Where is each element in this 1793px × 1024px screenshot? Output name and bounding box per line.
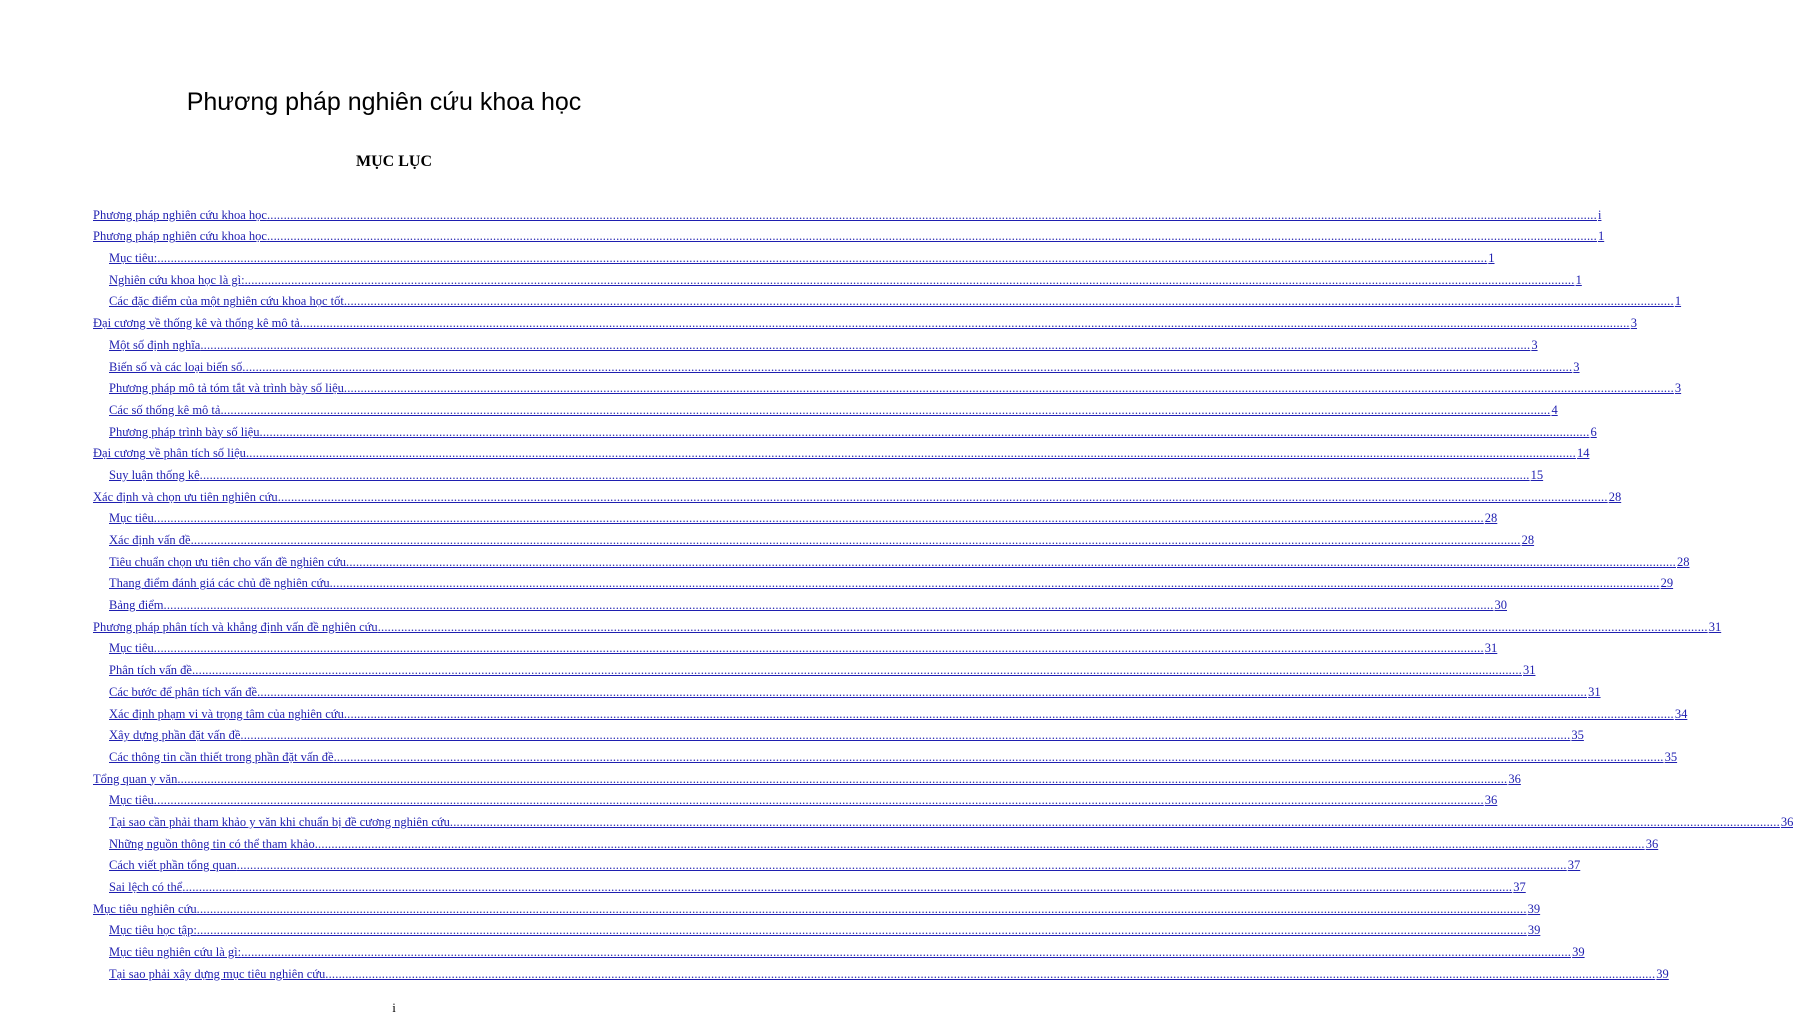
toc-entry-title: Xác định phạm vi và trọng tâm của nghiên cứu xyxy=(109,706,344,721)
toc-entry-title: Phương pháp mô tả tóm tắt và trình bày số liệu xyxy=(109,381,344,396)
toc-entry-page-number: 15 xyxy=(1530,467,1544,482)
toc-entry-section[interactable] xyxy=(93,657,1536,679)
toc-entry-page-number: 35 xyxy=(1664,749,1678,764)
toc-entry-title: Cách viết phần tổng quan xyxy=(109,858,237,873)
toc-entry-title: Phương pháp nghiên cứu khoa học xyxy=(93,229,267,244)
toc-entry-page-number: 28 xyxy=(1484,511,1498,526)
dot-leader: ................................................................................................................................................................................................................................................................................................................................................................................................................ xyxy=(277,489,1608,504)
toc-entry-page-number: 35 xyxy=(1571,728,1584,743)
toc-entry-title: Đại cương về phân tích số liệu xyxy=(93,446,246,461)
toc-entry-title: Mục tiêu xyxy=(109,511,154,526)
toc-entry-section[interactable] xyxy=(93,376,1682,398)
toc-entry-title: Mục tiêu nghiên cứu xyxy=(93,901,197,916)
toc-entry-section[interactable] xyxy=(93,354,1580,376)
dot-leader: ................................................................................................................................................................................................................................................................................................................................................................................................................ xyxy=(177,771,1508,786)
toc-entry-section[interactable] xyxy=(93,332,1538,354)
dot-leader: ................................................................................................................................................................................................................................................................................................................................................................................................................ xyxy=(190,533,1521,547)
toc-entry-page-number: 31 xyxy=(1484,641,1498,656)
toc-entry-page-number: 1 xyxy=(1674,294,1682,309)
toc-entry-page-number: 1 xyxy=(1575,272,1582,287)
dot-leader: ................................................................................................................................................................................................................................................................................................................................................................................................................ xyxy=(244,272,1575,287)
toc-entry-title: Tại sao cần phải tham khảo y văn khi chuẩn bị đề cương nghiên cứu xyxy=(109,814,450,829)
toc-entry-page-number: 28 xyxy=(1521,533,1535,547)
toc-entry-title: Xác định và chọn ưu tiên nghiên cứu xyxy=(93,489,278,504)
dot-leader: ................................................................................................................................................................................................................................................................................................................................................................................................................ xyxy=(259,424,1590,439)
toc-entry-title: Biến số và các loại biến số xyxy=(109,359,243,374)
toc-heading: MỤC LỤC xyxy=(356,153,432,170)
toc-entry-page-number: i xyxy=(1597,207,1602,222)
toc-entry-page-number: 28 xyxy=(1608,489,1622,504)
toc-entry-title: Các bước để phân tích vấn đề xyxy=(109,684,258,699)
toc-entry-title: Các thông tin cần thiết trong phần đặt vấn đề xyxy=(109,749,334,764)
table-of-contents xyxy=(93,202,1793,983)
toc-entry-title: Một số định nghĩa xyxy=(109,337,201,352)
toc-entry-section[interactable] xyxy=(93,571,1674,593)
toc-entry-title: Xác định vấn đề xyxy=(109,533,191,547)
document-title: Phương pháp nghiên cứu khoa học xyxy=(186,88,582,116)
toc-entry-title: Phương pháp phân tích và khẳng định vấn đề nghiên cứu xyxy=(93,619,378,634)
toc-entry-title: Sai lệch có thể xyxy=(109,880,183,894)
toc-entry-page-number: 30 xyxy=(1494,598,1508,613)
toc-entry-section[interactable] xyxy=(93,809,1793,831)
toc-entry-title: Tiêu chuẩn chọn ưu tiên cho vấn đề nghiên cứu xyxy=(109,554,346,569)
dot-leader: ................................................................................................................................................................................................................................................................................................................................................................................................................ xyxy=(153,511,1484,526)
toc-entry-page-number: 1 xyxy=(1488,251,1495,266)
dot-leader: ................................................................................................................................................................................................................................................................................................................................................................................................................ xyxy=(153,793,1484,808)
toc-entry-page-number: 31 xyxy=(1588,684,1601,699)
toc-entry-section[interactable] xyxy=(93,527,1535,549)
toc-entry-section[interactable] xyxy=(93,636,1498,658)
toc-entry-section[interactable] xyxy=(93,939,1585,961)
dot-leader: ................................................................................................................................................................................................................................................................................................................................................................................................................ xyxy=(343,381,1674,396)
toc-entry-title: Phương pháp nghiên cứu khoa học xyxy=(93,207,267,222)
toc-entry-title: Mục tiêu xyxy=(109,641,154,656)
toc-entry-title: Tổng quan y văn xyxy=(93,771,178,786)
toc-entry-title: Những nguồn thông tin có thể tham khảo xyxy=(109,836,315,851)
toc-entry-title: Mục tiêu xyxy=(109,793,154,808)
dot-leader: ................................................................................................................................................................................................................................................................................................................................................................................................................ xyxy=(153,641,1484,656)
toc-entry-section[interactable] xyxy=(93,961,1669,983)
dot-leader: ................................................................................................................................................................................................................................................................................................................................................................................................................ xyxy=(325,966,1656,981)
dot-leader: ................................................................................................................................................................................................................................................................................................................................................................................................................ xyxy=(299,316,1630,331)
toc-entry-section[interactable] xyxy=(93,701,1688,723)
toc-entry-page-number: 36 xyxy=(1484,793,1498,808)
dot-leader: ................................................................................................................................................................................................................................................................................................................................................................................................................ xyxy=(333,749,1664,764)
toc-entry-section[interactable] xyxy=(93,679,1601,701)
toc-entry-page-number: 3 xyxy=(1630,316,1637,331)
toc-entry-page-number: 34 xyxy=(1674,706,1688,721)
toc-entry-section[interactable] xyxy=(93,267,1582,289)
page-number-footer: i xyxy=(392,1000,396,1015)
toc-entry-page-number: 39 xyxy=(1527,923,1541,938)
toc-entry-section[interactable] xyxy=(93,419,1597,441)
toc-entry-page-number: 39 xyxy=(1572,945,1585,960)
dot-leader: ................................................................................................................................................................................................................................................................................................................................................................................................................ xyxy=(314,836,1645,851)
toc-entry-page-number: 31 xyxy=(1708,619,1722,634)
dot-leader: ................................................................................................................................................................................................................................................................................................................................................................................................................ xyxy=(163,598,1494,613)
toc-entry-page-number: 36 xyxy=(1645,836,1659,851)
dot-leader: ................................................................................................................................................................................................................................................................................................................................................................................................................ xyxy=(196,901,1527,916)
dot-leader: ................................................................................................................................................................................................................................................................................................................................................................................................................ xyxy=(157,251,1488,266)
dot-leader: ................................................................................................................................................................................................................................................................................................................................................................................................................ xyxy=(241,945,1572,960)
toc-entry-page-number: 31 xyxy=(1522,663,1536,678)
toc-entry-section[interactable] xyxy=(93,788,1498,810)
toc-entry-title: Các đặc điểm của một nghiên cứu khoa học tốt xyxy=(109,294,344,309)
toc-entry-chapter[interactable] xyxy=(93,202,1602,224)
dot-leader: ................................................................................................................................................................................................................................................................................................................................................................................................................ xyxy=(329,576,1660,591)
toc-entry-page-number: 28 xyxy=(1677,554,1690,569)
dot-leader: ................................................................................................................................................................................................................................................................................................................................................................................................................ xyxy=(242,359,1573,374)
toc-entry-section[interactable] xyxy=(93,592,1508,614)
dot-leader: ................................................................................................................................................................................................................................................................................................................................................................................................................ xyxy=(266,229,1597,244)
toc-entry-page-number: 1 xyxy=(1597,229,1605,244)
dot-leader: ................................................................................................................................................................................................................................................................................................................................................................................................................ xyxy=(245,446,1576,461)
toc-entry-chapter[interactable] xyxy=(93,766,1521,788)
toc-entry-page-number: 37 xyxy=(1567,858,1581,873)
toc-entry-chapter[interactable] xyxy=(93,896,1541,918)
toc-entry-chapter[interactable] xyxy=(93,310,1637,332)
dot-leader: ................................................................................................................................................................................................................................................................................................................................................................................................................ xyxy=(343,706,1674,721)
toc-entry-page-number: 3 xyxy=(1573,359,1580,374)
toc-entry-page-number: 3 xyxy=(1531,337,1538,352)
toc-entry-section[interactable] xyxy=(93,744,1678,766)
toc-entry-title: Suy luận thống kê xyxy=(109,467,200,482)
dot-leader: ................................................................................................................................................................................................................................................................................................................................................................................................................ xyxy=(449,814,1780,829)
dot-leader: ................................................................................................................................................................................................................................................................................................................................................................................................................ xyxy=(236,858,1567,873)
toc-entry-title: Mục tiêu: xyxy=(109,251,158,266)
toc-entry-chapter[interactable] xyxy=(93,224,1605,246)
toc-entry-section[interactable] xyxy=(93,245,1495,267)
toc-entry-title: Xây dựng phần đặt vấn đề xyxy=(109,728,241,743)
toc-entry-section[interactable] xyxy=(93,289,1682,311)
toc-entry-page-number: 6 xyxy=(1590,424,1597,439)
toc-entry-title: Nghiên cứu khoa học là gì: xyxy=(109,272,245,287)
toc-entry-page-number: 3 xyxy=(1674,381,1682,396)
toc-entry-section[interactable] xyxy=(93,831,1659,853)
dot-leader: ................................................................................................................................................................................................................................................................................................................................................................................................................ xyxy=(191,663,1522,678)
toc-entry-section[interactable] xyxy=(93,397,1558,419)
dot-leader: ................................................................................................................................................................................................................................................................................................................................................................................................................ xyxy=(199,467,1530,482)
toc-entry-section[interactable] xyxy=(93,853,1581,875)
toc-entry-page-number: 29 xyxy=(1660,576,1674,591)
toc-entry-chapter[interactable] xyxy=(93,614,1722,636)
toc-entry-title: Tại sao phải xây dựng mục tiêu nghiên cứu xyxy=(109,966,326,981)
dot-leader: ................................................................................................................................................................................................................................................................................................................................................................................................................ xyxy=(266,207,1597,222)
toc-entry-title: Mục tiêu học tập: xyxy=(109,923,197,938)
dot-leader: ................................................................................................................................................................................................................................................................................................................................................................................................................ xyxy=(240,728,1571,743)
toc-entry-title: Phân tích vấn đề xyxy=(109,663,192,678)
toc-entry-section[interactable] xyxy=(93,918,1541,940)
toc-entry-section[interactable] xyxy=(93,506,1498,528)
dot-leader: ................................................................................................................................................................................................................................................................................................................................................................................................................ xyxy=(346,554,1676,569)
dot-leader: ................................................................................................................................................................................................................................................................................................................................................................................................................ xyxy=(200,337,1531,352)
toc-entry-title: Mục tiêu nghiên cứu là gì: xyxy=(109,945,242,960)
toc-entry-section[interactable] xyxy=(93,874,1526,896)
dot-leader: ................................................................................................................................................................................................................................................................................................................................................................................................................ xyxy=(196,923,1527,938)
toc-entry-title: Đại cương về thống kê và thống kê mô tả xyxy=(93,316,300,331)
toc-entry-page-number: 4 xyxy=(1551,402,1558,417)
dot-leader: ................................................................................................................................................................................................................................................................................................................................................................................................................ xyxy=(343,294,1674,309)
dot-leader: ................................................................................................................................................................................................................................................................................................................................................................................................................ xyxy=(257,684,1588,699)
toc-entry-section[interactable] xyxy=(93,723,1584,745)
toc-entry-title: Các số thống kê mô tả xyxy=(109,402,221,417)
toc-entry-title: Phương pháp trình bày số liệu xyxy=(109,424,260,439)
toc-entry-title: Thang điểm đánh giá các chủ đề nghiên cứu xyxy=(109,576,330,591)
toc-entry-page-number: 37 xyxy=(1513,880,1526,894)
toc-entry-chapter[interactable] xyxy=(93,441,1590,463)
toc-entry-page-number: 36 xyxy=(1780,814,1793,829)
dot-leader: ................................................................................................................................................................................................................................................................................................................................................................................................................ xyxy=(182,880,1513,894)
dot-leader: ................................................................................................................................................................................................................................................................................................................................................................................................................ xyxy=(377,619,1708,634)
toc-entry-page-number: 39 xyxy=(1656,966,1669,981)
toc-entry-chapter[interactable] xyxy=(93,484,1622,506)
toc-entry-section[interactable] xyxy=(93,462,1544,484)
toc-entry-page-number: 39 xyxy=(1527,901,1541,916)
toc-entry-page-number: 36 xyxy=(1508,771,1521,786)
dot-leader: ................................................................................................................................................................................................................................................................................................................................................................................................................ xyxy=(220,402,1551,417)
toc-entry-title: Bảng điểm xyxy=(109,598,164,613)
toc-entry-page-number: 14 xyxy=(1576,446,1590,461)
toc-entry-section[interactable] xyxy=(93,549,1690,571)
